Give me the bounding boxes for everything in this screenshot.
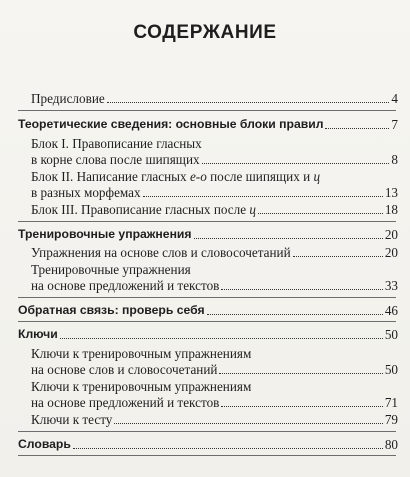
toc-section-label: Тренировочные упражнения [18,227,192,241]
dot-leader [258,213,383,214]
toc-section-dictionary [18,437,398,452]
toc-section-label: Теоретические сведения: основные блоки правил [18,117,324,131]
toc-entry-label: в корне слова после шипящих [31,152,200,167]
toc-entry-keys-words [31,362,398,377]
dot-leader [60,338,383,339]
page-title: СОДЕРЖАНИЕ [133,22,277,43]
toc-section-page: 20 [384,227,398,242]
block2-text-c: после шипящих и [206,169,314,184]
toc-entry-block2-line1 [31,169,320,184]
section-divider [18,297,396,298]
toc-entry-label: на основе предложений и текстов [31,395,220,410]
toc-section-label: Ключи [18,327,58,341]
toc-entry-page: 18 [384,202,398,217]
toc-section-page: 80 [384,437,398,452]
toc-entry-label: на основе предложений и текстов [31,278,220,293]
dot-leader [221,406,382,407]
toc-section-exercises [18,227,398,242]
dot-leader [194,238,383,239]
toc-entry-label: Упражнения на основе слов и словосочетаний [31,245,291,260]
block3-text: Блок III. Правописание гласных после [31,202,250,217]
dot-leader [202,163,390,164]
toc-section-page: 50 [384,327,398,342]
section-divider [18,455,396,456]
toc-entry-block1 [31,152,398,167]
section-divider [18,110,396,111]
block3-text-ts: ц [249,202,256,217]
section-divider [18,321,396,322]
toc-entry-label: Ключи к тесту [31,412,113,427]
toc-entry-page: 13 [384,185,398,200]
toc-entry-page: 33 [384,278,398,293]
block2-text-eo: е-о [189,169,207,184]
block2-text-ts: ц [313,169,321,184]
toc-entry-block1-line1: Блок I. Правописание гласных [31,136,202,151]
block2-text-a: Блок II. Написание гласных [31,169,190,184]
toc-entry-exercises-sentences-line1: Тренировочные упражнения [31,262,191,277]
dot-leader [73,448,383,449]
toc-section-label: Словарь [18,437,71,451]
toc-entry-label: в разных морфемах [31,185,141,200]
toc-entry-page: 20 [384,245,398,260]
toc-entry-keys-test [31,412,398,427]
dot-leader [143,196,383,197]
section-divider [18,431,396,432]
toc-entry-page: 8 [391,152,398,167]
toc-section-theory [18,117,398,132]
toc-entry-label: на основе слов и словосочетаний [31,362,218,377]
toc-entry-preface [31,91,398,106]
dot-leader [107,102,390,103]
dot-leader [207,314,383,315]
toc-entry-keys-words-line1: Ключи к тренировочным упражнениям [31,346,252,361]
dot-leader [221,289,382,290]
toc-entry-label: Предисловие [31,91,105,106]
toc-entry-exercises-sentences [31,278,398,293]
dot-leader [325,128,389,129]
dot-leader [219,373,382,374]
toc-entry-label [31,202,256,217]
toc-section-page: 7 [391,117,398,132]
toc-section-label: Обратная связь: проверь себя [18,303,205,317]
toc-entry-block3 [31,202,398,217]
toc-entry-keys-sentences [31,395,398,410]
toc-entry-page: 4 [391,91,398,106]
toc-section-keys [18,327,398,342]
toc-entry-keys-sentences-line1: Ключи к тренировочным упражнениям [31,379,252,394]
toc-entry-exercises-words [31,245,398,260]
toc-entry-block2 [31,185,398,200]
toc-entry-page: 79 [384,412,398,427]
section-divider [18,221,396,222]
dot-leader [114,423,382,424]
toc-section-feedback [18,303,398,318]
toc-entry-page: 71 [384,395,398,410]
dot-leader [293,256,383,257]
toc-section-page: 46 [384,303,398,318]
toc-entry-page: 50 [384,362,398,377]
